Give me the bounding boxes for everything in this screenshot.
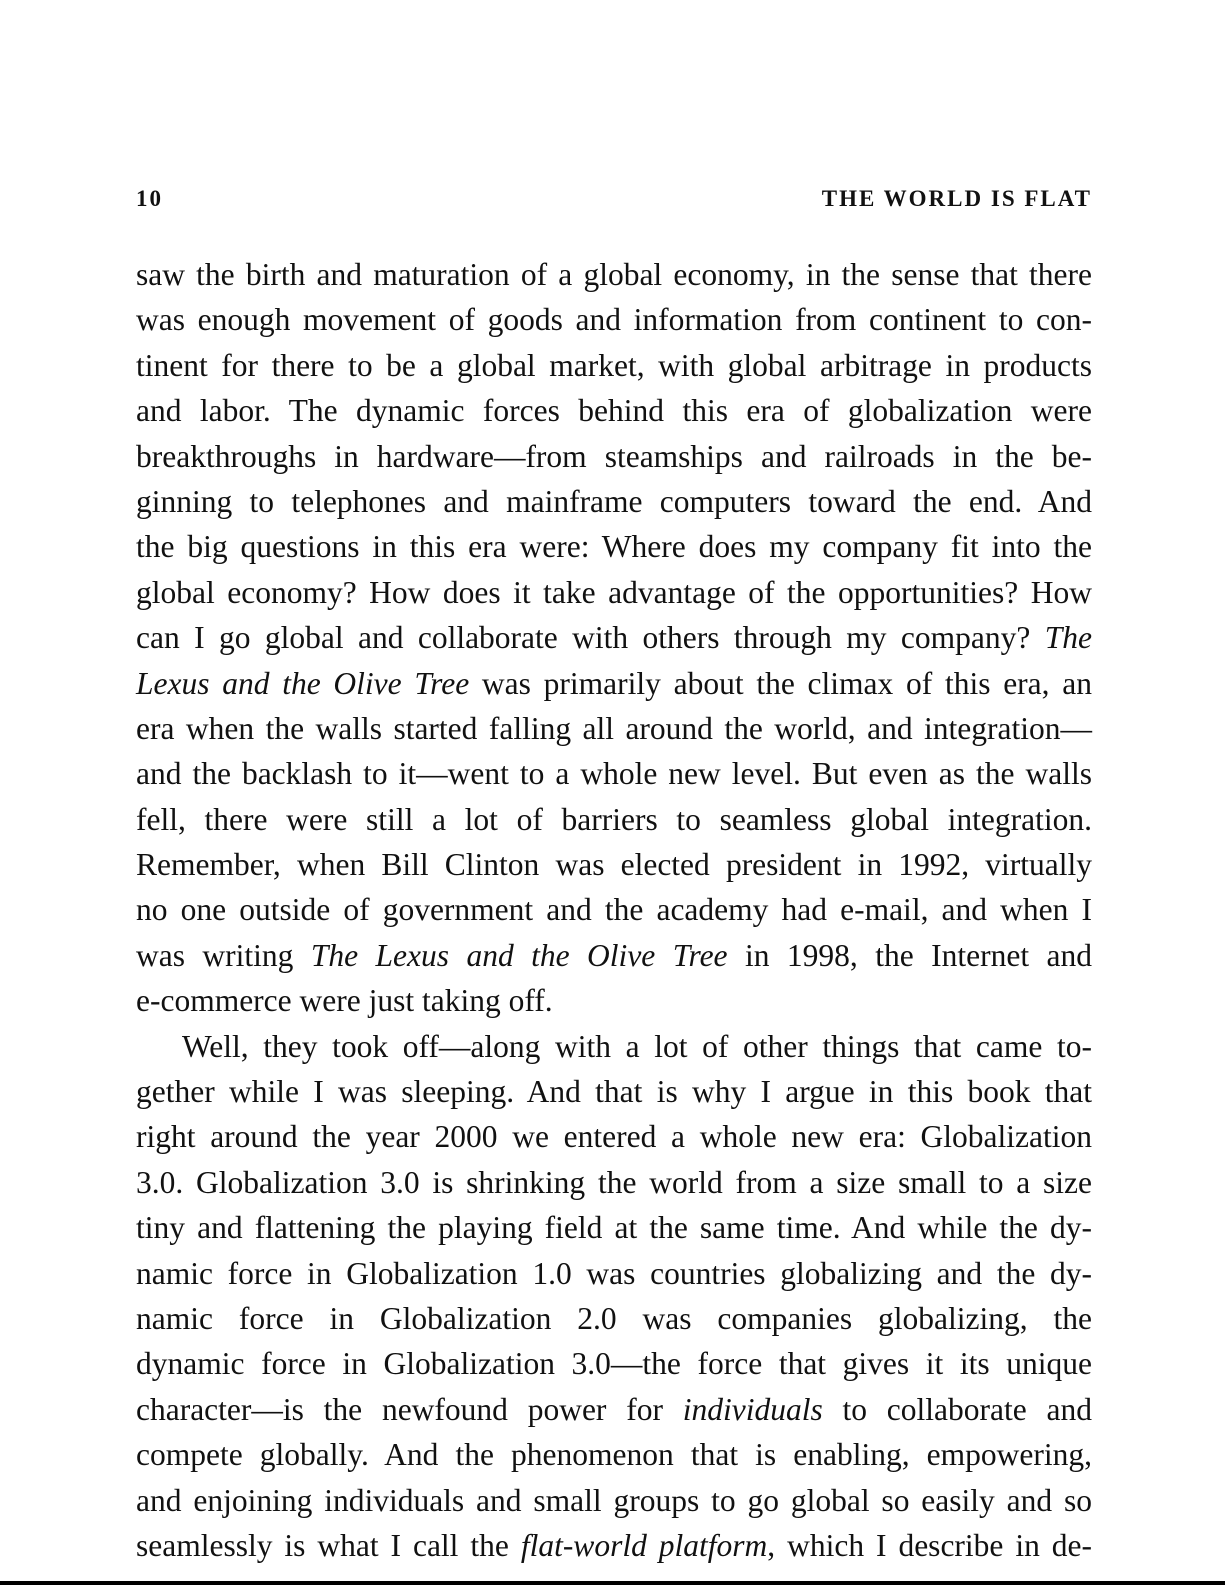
emphasis-italic: individuals — [682, 1391, 823, 1427]
paragraph-start-line: Well, they took off—along with a lot of other things that came to- — [182, 1028, 1092, 1064]
text-line: fell, there were still a lot of barriers to seamless global integration. — [136, 801, 1092, 837]
text-line: right around the year 2000 we entered a whole new era: Globalization — [136, 1119, 1092, 1155]
text-line: was enough movement of goods and information from continent to con- — [136, 302, 1092, 338]
text-line: tiny and flattening the playing field at the same time. And while the dy- — [136, 1210, 1092, 1246]
bottom-edge-rule — [0, 1581, 1225, 1585]
text-line: seamlessly is what I call the flat-world platform, which I describe in de- — [136, 1527, 1093, 1563]
term-italic: flat-world platform — [520, 1527, 768, 1563]
text-line: namic force in Globalization 2.0 was companies globalizing, the — [136, 1300, 1092, 1336]
text-line: Remember, when Bill Clinton was elected president in 1992, virtually — [136, 847, 1092, 883]
running-head — [136, 186, 1092, 222]
text-line: was writing The Lexus and the Olive Tree in 1998, the Internet and — [136, 937, 1092, 973]
text-line: tinent for there to be a global market, with global arbitrage in products — [136, 347, 1092, 383]
text-line: compete globally. And the phenomenon that is enabling, empowering, — [136, 1437, 1092, 1473]
book-title-italic: The Lexus and the Olive Tree — [310, 937, 728, 973]
text-line: the big questions in this era were: Where does my company fit into the — [136, 529, 1092, 565]
text-line: dynamic force in Globalization 3.0—the force that gives it its unique — [136, 1346, 1092, 1382]
text-line: and the backlash to it—went to a whole new level. But even as the walls — [136, 756, 1092, 792]
text-line: 3.0. Globalization 3.0 is shrinking the world from a size small to a size — [136, 1164, 1092, 1200]
text-line: and enjoining individuals and small groups to go global so easily and so — [136, 1482, 1092, 1518]
text-line: ginning to telephones and mainframe computers toward the end. And — [136, 483, 1092, 519]
book-title-italic: The — [1044, 620, 1092, 656]
text-line: gether while I was sleeping. And that is why I argue in this book that — [136, 1074, 1092, 1110]
text-line: breakthroughs in hardware—from steamships and railroads in the be- — [136, 438, 1092, 474]
text-line: can I go global and collaborate with others through my company? The — [136, 620, 1092, 656]
text-line: namic force in Globalization 1.0 was countries globalizing and the dy- — [136, 1255, 1092, 1291]
body-text — [136, 252, 1092, 1568]
text-line: saw the birth and maturation of a global economy, in the sense that there — [136, 257, 1092, 292]
text-line: character—is the newfound power for individuals to collaborate and — [136, 1391, 1092, 1427]
paragraph-end-line: e-commerce were just taking off. — [136, 983, 553, 1019]
text-line: and labor. The dynamic forces behind this era of globalization were — [136, 393, 1092, 429]
text-line: Lexus and the Olive Tree was primarily about the climax of this era, an — [136, 665, 1092, 701]
text-line: global economy? How does it take advantage of the opportunities? How — [136, 574, 1092, 610]
book-title: THE WORLD IS FLAT — [821, 186, 1092, 211]
book-title-italic: Lexus and the Olive Tree — [136, 665, 470, 701]
text-line: era when the walls started falling all around the world, and integration— — [136, 710, 1092, 746]
text-line: no one outside of government and the academy had e-mail, and when I — [136, 892, 1092, 928]
page-number: 10 — [136, 186, 163, 211]
